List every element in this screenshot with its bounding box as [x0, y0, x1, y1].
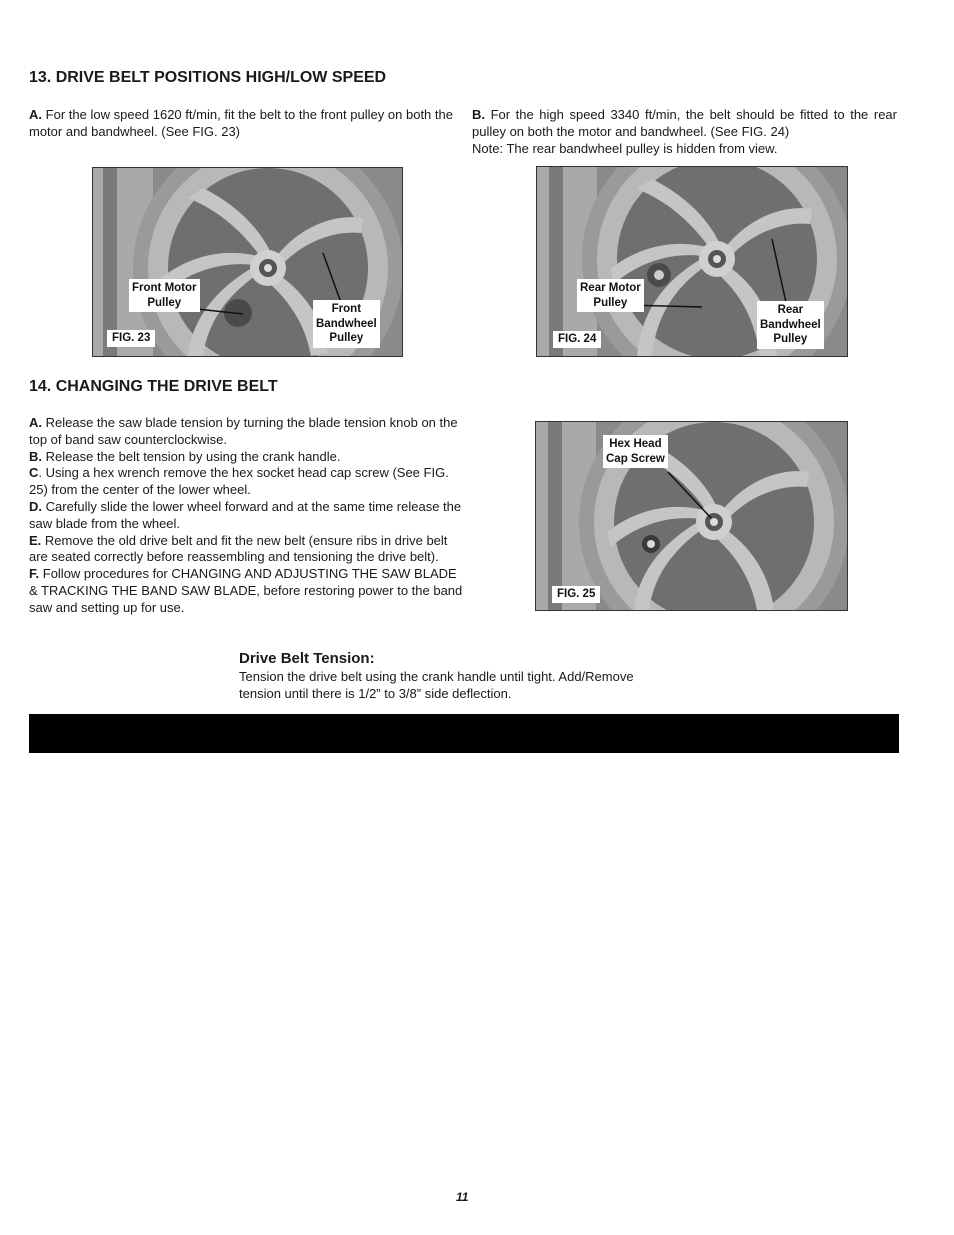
step-14-b: [29, 449, 465, 466]
step-14-d: [29, 499, 465, 533]
callout-line: Rear: [777, 304, 804, 316]
section-13-step-a: [29, 107, 453, 141]
step-text: Remove the old drive belt and fit the new belt (ensure ribs in drive belt are seated correctly before reassembling and tensioning the drive belt).: [29, 532, 448, 565]
drive-belt-tension-title: Drive Belt Tension:: [239, 650, 375, 667]
tension-line: tension until there is 1/2” to 3/8” side deflection.: [239, 685, 512, 701]
fig-24-callout-rear-bandwheel-pulley: [757, 301, 824, 349]
callout-line: Cap Screw: [606, 452, 665, 465]
section-14-title: 14. CHANGING THE DRIVE BELT: [29, 378, 278, 395]
step-b-text: For the high speed 3340 ft/min, the belt should be fitted to the rear pulley on both the motor and bandwheel. (See FIG. 24): [472, 107, 897, 139]
step-letter: E.: [29, 532, 42, 548]
step-text: . Using a hex wrench remove the hex socket head cap screw (See FIG. 25) from the center of the lower wheel.: [29, 465, 449, 498]
step-text: Release the belt tension by using the crank handle.: [45, 448, 341, 464]
callout-line: Hex Head: [609, 438, 662, 450]
fig-23-callout-front-bandwheel-pulley: [313, 300, 380, 348]
callout-line: Front Motor: [132, 282, 197, 294]
callout-line: Pulley: [147, 296, 182, 309]
section-13-step-b: [472, 107, 897, 157]
callout-line: Rear Motor: [580, 282, 641, 294]
step-text: Release the saw blade tension by turning the blade tension knob on the top of band saw counterclockwise.: [29, 415, 458, 447]
step-14-f: [29, 566, 465, 616]
step-letter: D.: [29, 498, 42, 514]
step-14-c: [29, 465, 465, 499]
step-text: Follow procedures for CHANGING AND ADJUSTING THE SAW BLADE & TRACKING THE BAND SAW BLADE, before restoring power to the band saw and setting up for use.: [29, 566, 463, 615]
section-13-title: 13. DRIVE BELT POSITIONS HIGH/LOW SPEED: [29, 69, 387, 86]
black-banner-bar: [29, 714, 899, 753]
callout-line: Pulley: [773, 333, 808, 345]
step-letter: A.: [29, 415, 42, 430]
step-14-a: [29, 415, 465, 449]
bandwheel-illustration: [536, 422, 847, 610]
step-b-letter: B.: [472, 107, 485, 122]
step-a-letter: A.: [29, 107, 42, 122]
step-letter: F.: [29, 566, 40, 582]
tension-line: Tension the drive belt using the crank handle until tight. Add/Remove: [239, 669, 634, 684]
fig-24-photo: [536, 166, 848, 357]
fig-25-callout-hex-head-cap-screw: [603, 435, 668, 468]
fig-25-photo: [535, 421, 848, 611]
callout-line: Pulley: [329, 332, 364, 344]
section-14-steps: [29, 415, 465, 617]
callout-line: Pulley: [593, 296, 628, 309]
fig-23-callout-front-motor-pulley: [129, 279, 200, 312]
callout-line: Front: [331, 303, 362, 315]
step-14-e: [29, 533, 465, 567]
step-letter: C: [29, 465, 39, 481]
callout-line: Bandwheel: [760, 318, 821, 331]
page-number: 11: [456, 1190, 469, 1204]
step-b-note: Note: The rear bandwheel pulley is hidden from view.: [472, 140, 778, 156]
fig-25-label: FIG. 25: [552, 586, 600, 603]
step-a-text: For the low speed 1620 ft/min, fit the belt to the front pulley on both the motor and bandwheel. (See FIG. 23): [29, 107, 453, 139]
fig-24-label: FIG. 24: [553, 331, 601, 348]
step-text: Carefully slide the lower wheel forward and at the same time release the saw blade from the wheel.: [29, 498, 462, 531]
step-letter: B.: [29, 448, 42, 464]
fig-23-label: FIG. 23: [107, 330, 155, 347]
callout-line: Bandwheel: [316, 317, 377, 330]
drive-belt-tension-text: [239, 669, 699, 703]
fig-23-photo: [92, 167, 403, 357]
fig-24-callout-rear-motor-pulley: [577, 279, 644, 312]
